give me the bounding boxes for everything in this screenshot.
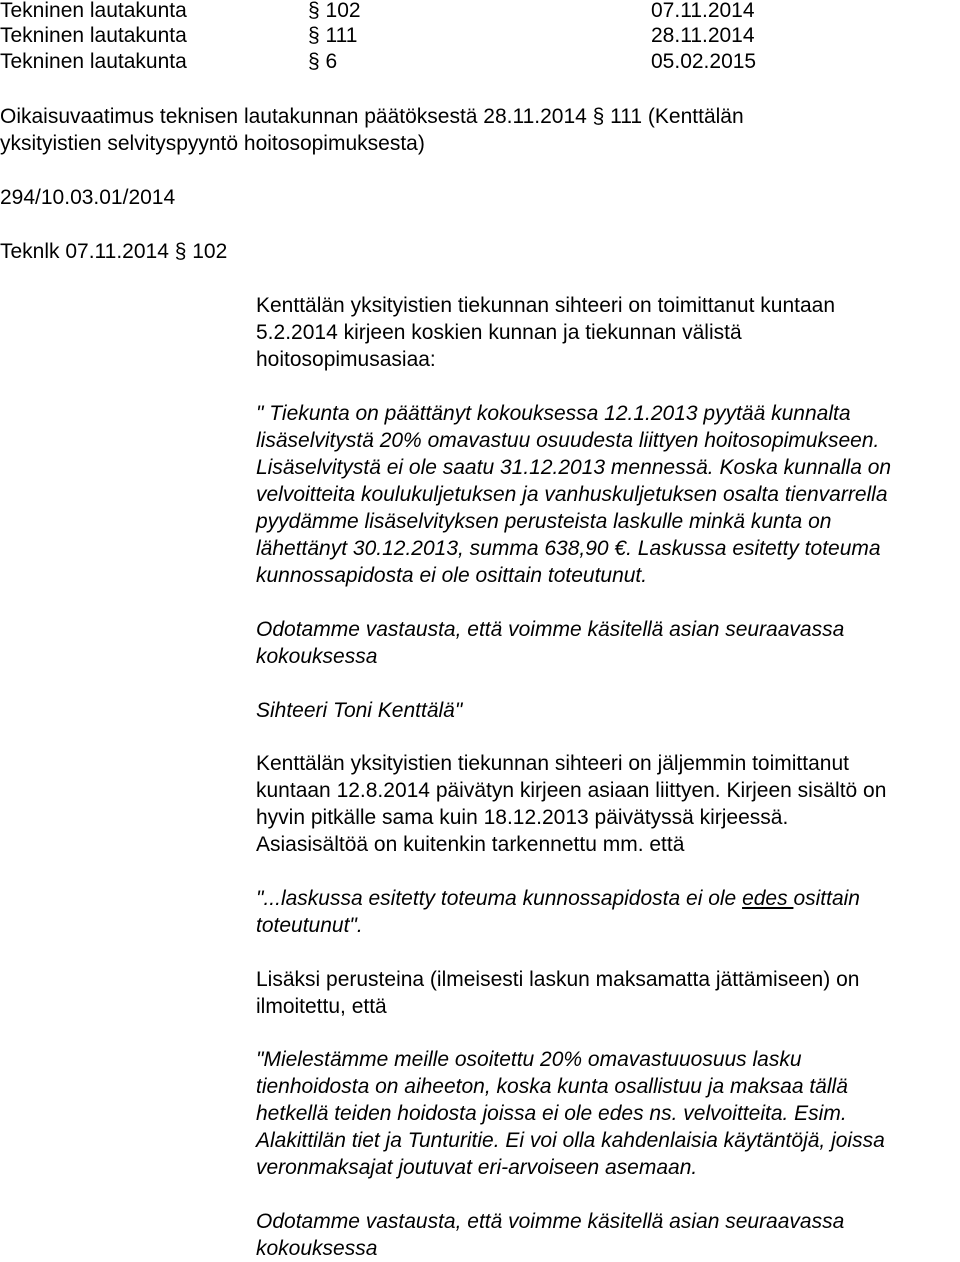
file-number: 294/10.03.01/2014 — [0, 186, 176, 209]
quote3-closing-line: Odotamme vastausta, että voimme käsitellä asian seuraavassa — [256, 1210, 845, 1233]
reference-org: Tekninen lautakunta — [0, 0, 187, 22]
heading-line-2: yksityistien selvityspyyntö hoitosopimuksesta) — [0, 132, 425, 155]
quote1-closing-line: kokouksessa — [256, 645, 378, 668]
quote1-closing-line: Odotamme vastausta, että voimme käsitellä asian seuraavassa — [256, 618, 845, 641]
reference-org: Tekninen lautakunta — [0, 50, 187, 73]
quote3-line: tienhoidosta on aiheeton, koska kunta osallistuu ja maksaa tällä — [256, 1075, 848, 1098]
quote1-line: velvoitteita koulukuljetuksen ja vanhuskuljetuksen osalta tienvarrella — [256, 483, 888, 506]
para1-line: Kenttälän yksityistien tiekunnan sihteeri on toimittanut kuntaan — [256, 294, 836, 317]
quote1-line: kunnossapidosta ei ole osittain toteutunut. — [256, 564, 648, 587]
quote3-line: hetkellä teiden hoidosta joissa ei ole edes ns. velvoitteita. Esim. — [256, 1102, 847, 1125]
para3-line: ilmoitettu, että — [256, 995, 387, 1018]
signature: Sihteeri Toni Kenttälä" — [256, 699, 463, 722]
quote1-line: lähettänyt 30.12.2013, summa 638,90 €. Laskussa esitetty toteuma — [256, 537, 881, 560]
quote2-underlined-word: edes — [742, 887, 794, 910]
quote3-line: veronmaksajat joutuvat eri-arvoiseen asemaan. — [256, 1156, 698, 1179]
reference-date: 07.11.2014 — [651, 0, 755, 22]
quote1-line: " Tiekunta on päättänyt kokouksessa 12.1.2013 pyytää kunnalta — [256, 402, 851, 425]
para1-line: 5.2.2014 kirjeen koskien kunnan ja tiekunnan välistä — [256, 321, 742, 344]
quote2-line: toteutunut". — [256, 914, 363, 937]
quote1-line: pyydämme lisäselvityksen perusteista laskulle minkä kunta on — [256, 510, 832, 533]
quote2-line — [256, 885, 860, 912]
para2-line: Kenttälän yksityistien tiekunnan sihteeri on jäljemmin toimittanut — [256, 752, 849, 775]
quote1-line: Lisäselvitystä ei ole saatu 31.12.2013 mennessä. Koska kunnalla on — [256, 456, 892, 479]
reference-org: Tekninen lautakunta — [0, 24, 187, 47]
reference-row — [0, 22, 960, 49]
quote1-line: lisäselvitystä 20% omavastuu osuudesta liittyen hoitosopimukseen. — [256, 429, 880, 452]
para2-line: Asiasisältöä on kuitenkin tarkennettu mm. että — [256, 833, 685, 856]
heading-line-1: Oikaisuvaatimus teknisen lautakunnan päätöksestä 28.11.2014 § 111 (Kenttälän — [0, 105, 744, 128]
reference-section: § 111 — [308, 24, 358, 47]
para1-line: hoitosopimusasiaa: — [256, 348, 436, 371]
reference-section: § 6 — [308, 50, 338, 73]
reference-date: 05.02.2015 — [651, 50, 757, 73]
quote3-line: "Mielestämme meille osoitettu 20% omavastuuosuus lasku — [256, 1048, 802, 1071]
quote3-line: Alakittilän tiet ja Tunturitie. Ei voi olla kahdenlaisia käytäntöjä, joissa — [256, 1129, 885, 1152]
reference-row — [0, 48, 960, 75]
reference-row — [0, 0, 960, 24]
quote2-text: "...laskussa esitetty toteuma kunnossapidosta ei ole — [256, 887, 743, 910]
section-reference: Teknlk 07.11.2014 § 102 — [0, 240, 228, 263]
para3-line: Lisäksi perusteina (ilmeisesti laskun maksamatta jättämiseen) on — [256, 968, 860, 991]
reference-section: § 102 — [308, 0, 361, 22]
reference-date: 28.11.2014 — [651, 24, 755, 47]
para2-line: kuntaan 12.8.2014 päivätyn kirjeen asiaan liittyen. Kirjeen sisältö on — [256, 779, 887, 802]
quote2-text: osittain — [793, 887, 860, 910]
para2-line: hyvin pitkälle sama kuin 18.12.2013 päivätyssä kirjeessä. — [256, 806, 789, 829]
quote3-closing-line: kokouksessa — [256, 1237, 378, 1260]
